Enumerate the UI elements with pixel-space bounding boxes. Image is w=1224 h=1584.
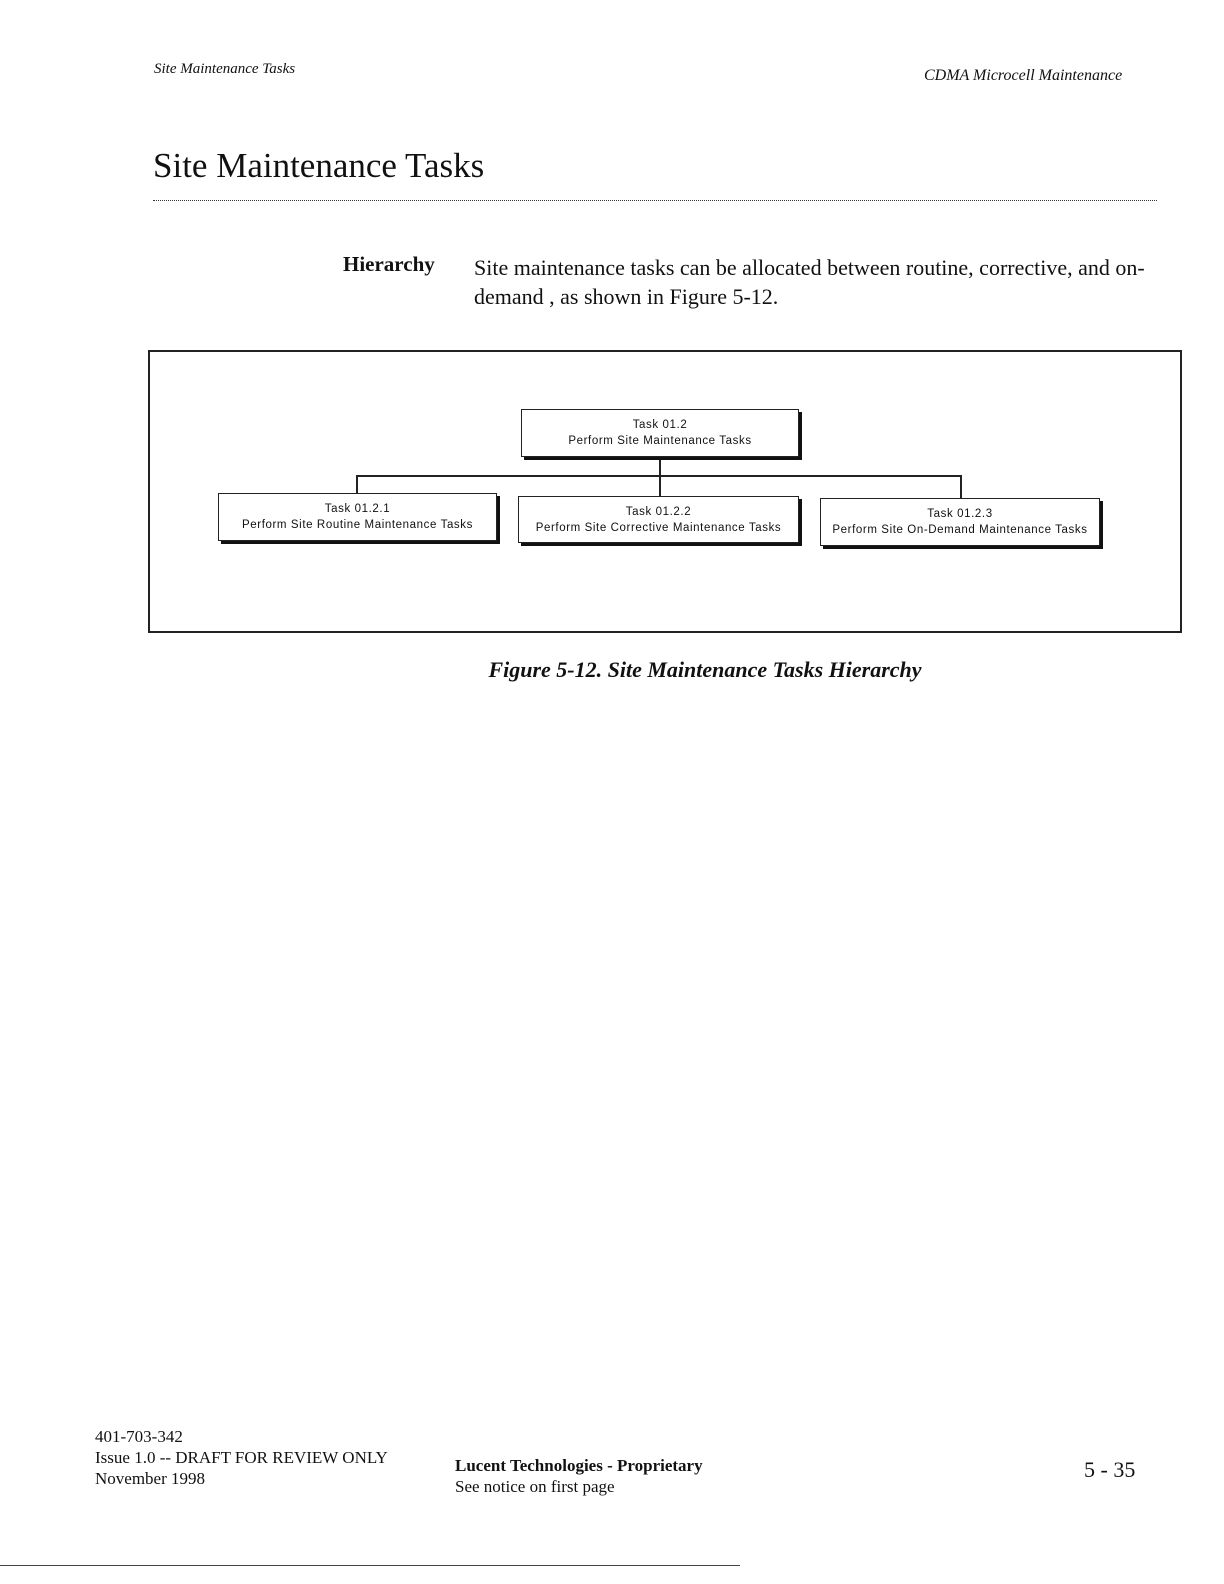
footer-left: [95, 1426, 388, 1489]
task-node-routine-id: Task 01.2.1: [324, 503, 391, 515]
bottom-rule: [0, 1565, 740, 1566]
task-node-routine-label: Perform Site Routine Maintenance Tasks: [242, 519, 473, 531]
task-node-on-demand-id: Task 01.2.3: [927, 508, 993, 520]
task-node-root-id: Task 01.2: [632, 419, 688, 431]
issue-line: Issue 1.0 -- DRAFT FOR REVIEW ONLY: [95, 1448, 388, 1467]
notice-reference: See notice on first page: [455, 1477, 615, 1496]
task-node-corrective: [518, 496, 799, 543]
connector-child-2: [659, 475, 661, 496]
connector-child-1: [356, 475, 358, 493]
page-number: 5 - 35: [1084, 1457, 1136, 1482]
proprietary-notice: Lucent Technologies - Proprietary: [455, 1456, 703, 1475]
task-node-root: [521, 409, 799, 457]
running-header-left: Site Maintenance Tasks: [154, 61, 296, 77]
figure-frame: [148, 350, 1182, 633]
body-paragraph: Site maintenance tasks can be allocated between routine, corrective, and on-demand , as shown in Figure 5-12.: [474, 255, 1145, 309]
footer-center: [455, 1455, 703, 1497]
task-node-corrective-id: Task 01.2.2: [625, 505, 692, 518]
connector-root-down: [659, 457, 661, 477]
page-title: Site Maintenance Tasks: [153, 146, 485, 185]
title-divider: [153, 200, 1157, 201]
task-node-on-demand: [820, 498, 1100, 546]
task-node-routine: [218, 493, 497, 541]
side-heading: Hierarchy: [343, 252, 435, 276]
task-node-on-demand-label: Perform Site On-Demand Maintenance Tasks: [832, 524, 1088, 536]
doc-number: 401-703-342: [95, 1427, 183, 1446]
running-header-right: CDMA Microcell Maintenance: [924, 67, 1123, 84]
task-node-corrective-label: Perform Site Corrective Maintenance Tasks: [535, 521, 782, 534]
issue-date: November 1998: [95, 1469, 206, 1488]
connector-child-3: [960, 475, 962, 498]
task-node-root-label: Perform Site Maintenance Tasks: [568, 435, 752, 447]
figure-caption: Figure 5-12. Site Maintenance Tasks Hierarchy: [488, 657, 922, 682]
